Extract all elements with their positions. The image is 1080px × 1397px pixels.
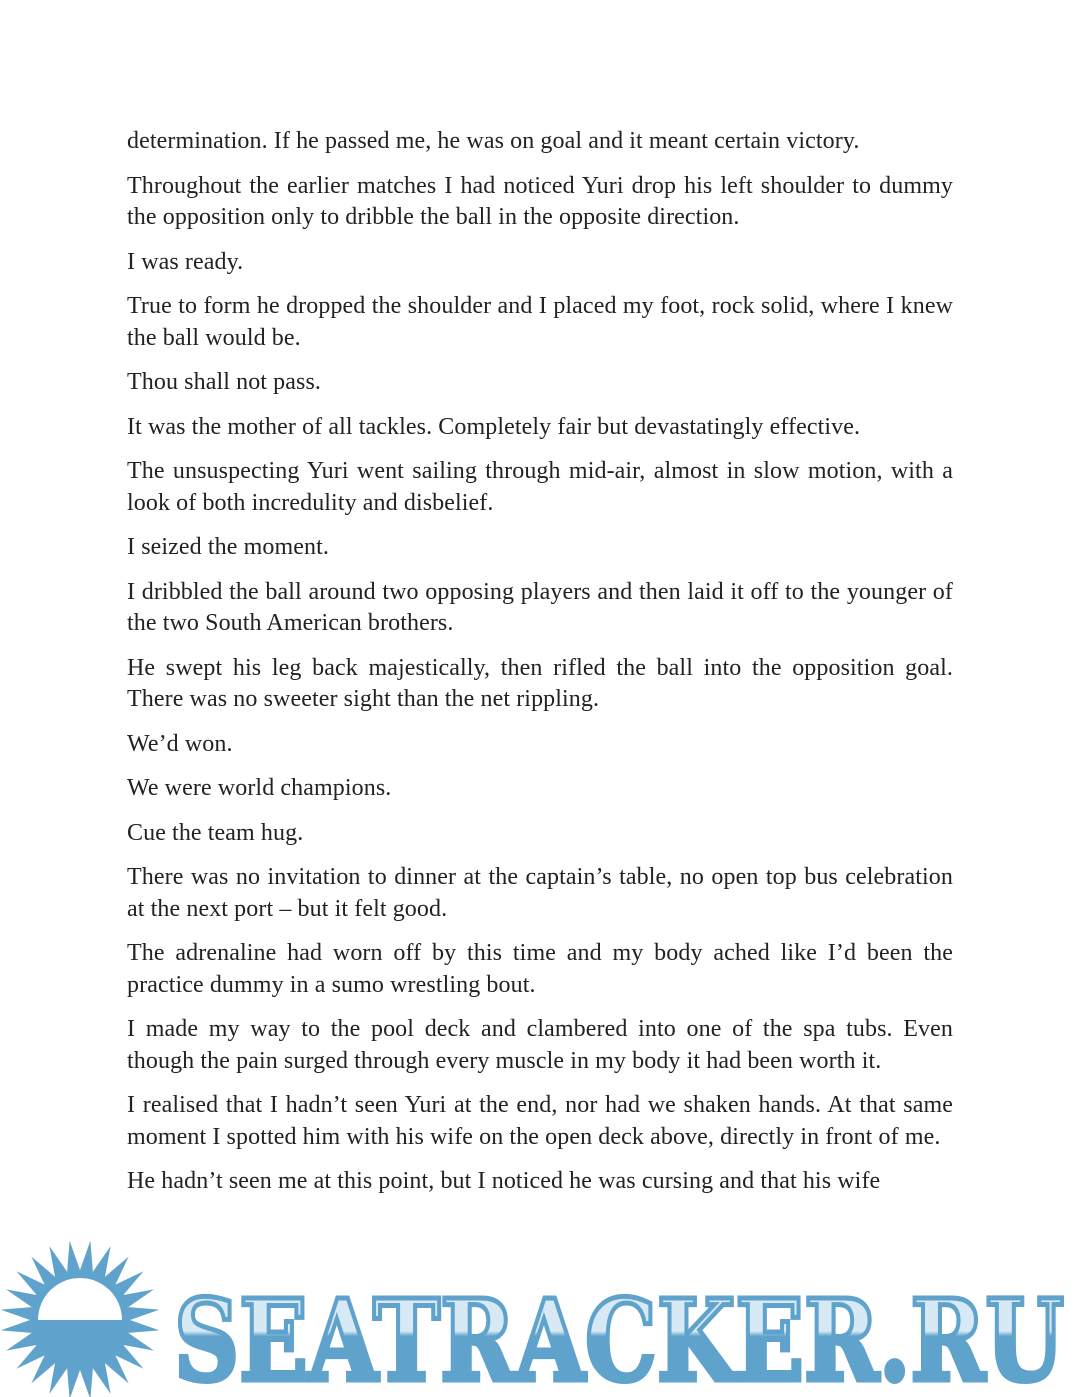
- paragraph: The adrenaline had worn off by this time and my body ached like I’d been the practice dummy in a sumo wrestling bout.: [127, 940, 953, 998]
- paragraph: Cue the team hug.: [127, 819, 304, 846]
- paragraph: We were world champions.: [127, 775, 392, 801]
- paragraph: The unsuspecting Yuri went sailing through mid-air, almost in slow motion, with a look of both incredulity and disbelief.: [127, 458, 953, 516]
- paragraph: Throughout the earlier matches I had noticed Yuri drop his left shoulder to dummy the opposition only to dribble the ball in the opposite direction.: [127, 172, 953, 230]
- paragraph: I was ready.: [127, 248, 244, 275]
- paragraph: I seized the moment.: [127, 534, 329, 560]
- paragraph: We’d won.: [127, 730, 233, 757]
- paragraph: He hadn’t seen me at this point, but I noticed he was cursing and that his wife: [127, 1168, 881, 1194]
- paragraph: I realised that I hadn’t seen Yuri at the end, nor had we shaken hands. At that same moment I spotted him with his wife on the open deck above, directly in front of me.: [127, 1092, 953, 1150]
- paragraph: Thou shall not pass.: [127, 369, 321, 395]
- watermark: [0, 1238, 1080, 1397]
- paragraph: I dribbled the ball around two opposing players and then laid it off to the younger of the two South American brothers.: [127, 578, 953, 636]
- paragraph: True to form he dropped the shoulder and I placed my foot, rock solid, where I knew the ball would be.: [127, 293, 953, 351]
- sun-icon: [1, 1241, 160, 1397]
- paragraph: He swept his leg back majestically, then rifled the ball into the opposition goal. There was no sweeter sight than the net rippling.: [127, 654, 953, 712]
- paragraph: determination. If he passed me, he was on goal and it meant certain victory.: [127, 128, 860, 154]
- paragraph: I made my way to the pool deck and clambered into one of the spa tubs. Even though the pain surged through every muscle in my body it had been worth it.: [127, 1016, 953, 1074]
- document-page: [127, 126, 953, 1211]
- paragraph: There was no invitation to dinner at the captain’s table, no open top bus celebration at the next port – but it felt good.: [127, 864, 953, 922]
- watermark-text: SEATRACKER.RU: [174, 1276, 1064, 1397]
- paragraph: It was the mother of all tackles. Completely fair but devastatingly effective.: [127, 413, 861, 440]
